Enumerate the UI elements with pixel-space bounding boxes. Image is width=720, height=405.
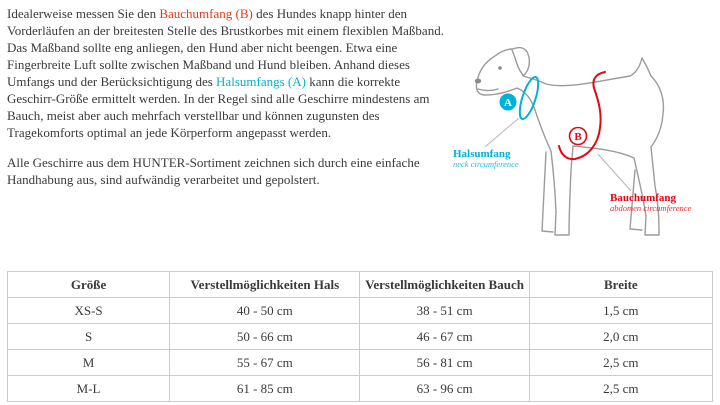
belly-label-subtitle: abdomen circumference xyxy=(610,203,692,214)
belly-circumference-label xyxy=(610,192,691,213)
bauchumfang-term: Bauchumfang (B) xyxy=(159,6,253,21)
header-groesse: Größe xyxy=(8,272,170,298)
halsumfang-term: Halsumfangs (A) xyxy=(216,74,306,89)
header-hals: Verstellmöglichkeiten Hals xyxy=(170,272,360,298)
dog-measurement-diagram xyxy=(445,18,715,263)
belly-label-title: Bauchumfang xyxy=(610,192,677,204)
intro-text-2: des Hundes knapp hinter den Vorderläufen an der breitesten Stelle des Brustkorbes mit einem flexiblen Maßband. Das Maßband sollte eng anliegen, den Hund aber nicht beengen. Etwa eine Fingerbreite Luft sollte zwischen Maßband und Hund bleiben. Anhand dieses Umfangs und der Berücksichtigung des xyxy=(7,6,444,89)
table-row xyxy=(8,376,713,402)
measure-point-b-badge xyxy=(570,128,587,145)
intro-text-1: Idealerweise messen Sie den xyxy=(7,6,160,21)
size-table-header-row xyxy=(8,272,713,298)
neck-circumference-label xyxy=(453,148,519,169)
dog-measurement-figure xyxy=(445,18,715,263)
badge-b-letter: B xyxy=(574,131,582,143)
cell-width: 2,0 cm xyxy=(529,324,712,350)
size-table xyxy=(7,271,713,402)
table-row xyxy=(8,324,713,350)
cell-neck: 40 - 50 cm xyxy=(170,298,360,324)
cell-neck: 50 - 66 cm xyxy=(170,324,360,350)
intro-paragraph xyxy=(7,5,451,141)
cell-belly: 38 - 51 cm xyxy=(360,298,529,324)
size-table-wrap xyxy=(7,271,713,402)
badge-a-letter: A xyxy=(504,97,512,109)
cell-size: M xyxy=(8,350,170,376)
table-row xyxy=(8,350,713,376)
second-paragraph: Alle Geschirre aus dem HUNTER-Sortiment zeichnen sich durch eine einfache Handhabung aus, sind aufwändig verarbeitet und gepolstert. xyxy=(7,155,420,187)
cell-width: 2,5 cm xyxy=(529,376,712,402)
cell-belly: 56 - 81 cm xyxy=(360,350,529,376)
header-breite: Breite xyxy=(529,272,712,298)
neck-label-title: Halsumfang xyxy=(453,148,511,160)
description-text-block xyxy=(7,5,451,201)
neck-pointer-line xyxy=(485,118,519,147)
cell-belly: 46 - 67 cm xyxy=(360,324,529,350)
dog-nose xyxy=(475,79,481,84)
cell-neck: 61 - 85 cm xyxy=(170,376,360,402)
measure-point-a-badge xyxy=(500,94,517,111)
table-row xyxy=(8,298,713,324)
cell-size: XS-S xyxy=(8,298,170,324)
cell-size: S xyxy=(8,324,170,350)
cell-neck: 55 - 67 cm xyxy=(170,350,360,376)
dog-eye xyxy=(498,66,502,70)
intro-text-3: kann die korrekte Geschirr-Größe ermittelt werden. In der Regel sind alle Geschirre mindestens am Bauch, meist aber auch mehrfach verstellbar und können zugunsten des Tragekomforts optimal an jede Körperform angepasst werden. xyxy=(7,74,430,140)
cell-belly: 63 - 96 cm xyxy=(360,376,529,402)
cell-width: 1,5 cm xyxy=(529,298,712,324)
header-bauch: Verstellmöglichkeiten Bauch xyxy=(360,272,529,298)
cell-width: 2,5 cm xyxy=(529,350,712,376)
belly-pointer-line xyxy=(598,154,631,191)
cell-size: M-L xyxy=(8,376,170,402)
neck-label-subtitle: neck circumference xyxy=(453,159,519,170)
